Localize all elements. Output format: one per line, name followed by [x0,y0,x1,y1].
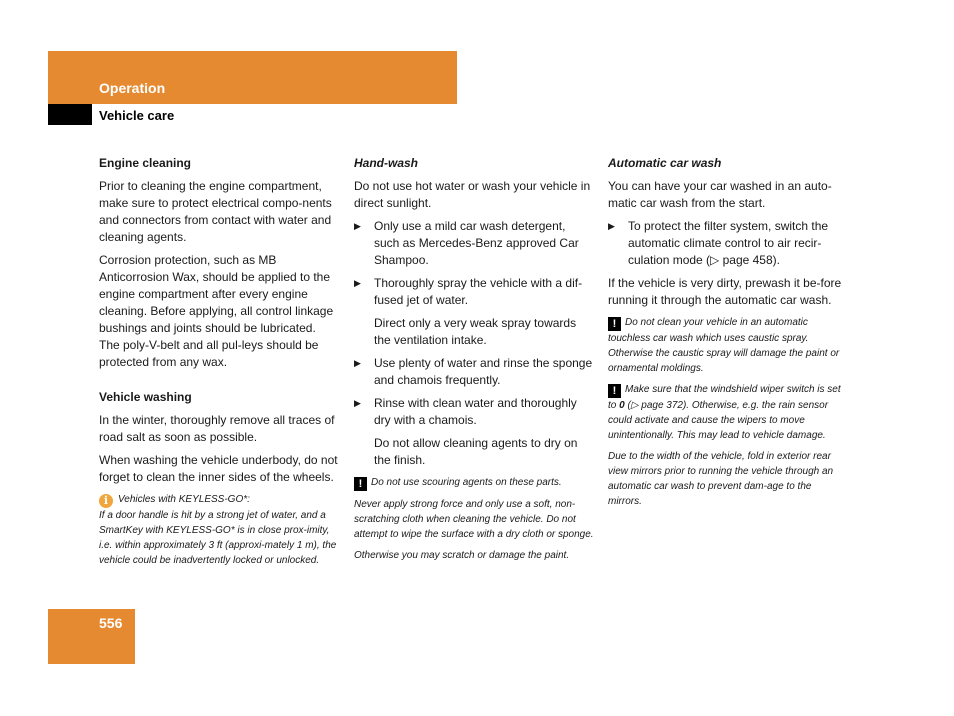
paragraph: Do not use hot water or wash your vehicle in direct sunlight. [354,179,591,210]
warning-note: ! Do not clean your vehicle in an automatic touchless car wash which uses caustic spray. Otherwise the caustic spray will damage the paint or ornamental moldings. [608,317,840,374]
bullet-arrow-icon: ▶ [354,398,361,408]
header-bar [48,51,457,104]
paragraph: You can have your car washed in an auto-matic car wash from the start. [608,179,832,210]
heading-automatic-car-wash: Automatic car wash [608,156,722,170]
paragraph: In the winter, thoroughly remove all traces of road salt as soon as possible. [99,413,335,444]
list-item: ▶ Only use a mild car wash detergent, such as Mercedes-Benz approved Car Shampoo. [354,219,579,267]
warning-icon: ! [608,384,621,398]
bullet-arrow-icon: ▶ [608,221,615,231]
info-icon: i [99,494,113,508]
warning-icon: ! [354,477,367,491]
bullet-arrow-icon: ▶ [354,278,361,288]
heading-engine-cleaning: Engine cleaning [99,156,192,170]
list-item: ▶ Rinse with clean water and thoroughly dry with a chamois. [354,396,577,427]
info-note-title: Vehicles with KEYLESS-GO*: [118,494,250,505]
indented-text: Do not allow cleaning agents to dry on the finish. [374,436,578,467]
section-title: Operation [99,80,166,96]
note-text: Otherwise you may scratch or damage the paint. [354,550,570,561]
info-note [99,492,339,568]
bullet-arrow-icon: ▶ [354,358,361,368]
indented-text: Direct only a very weak spray towards the ventilation intake. [374,316,577,347]
heading-vehicle-washing: Vehicle washing [99,390,192,404]
paragraph: Corrosion protection, such as MB Anticorrosion Wax, should be applied to the engine compartment after every engine cleaning. Before applying, all control linkage bushings and joints should be lubricated. The poly-V-belt and all pul-leys should be protected from any wax. [99,253,334,369]
list-item: ▶ Use plenty of water and rinse the sponge and chamois frequently. [354,356,593,387]
note-text: Due to the width of the vehicle, fold in exterior rear view mirrors prior to running the vehicle through an automatic car wash to prevent dam-age to the mirrors. [608,451,834,507]
warning-icon: ! [608,317,621,331]
warning-note: ! Make sure that the windshield wiper switch is set to 0 (▷ page 372). Otherwise, e.g. the rain sensor could activate and cause the wipers to move unintentionally. This may lead to vehicle damage. [608,384,841,441]
warning-note: ! Do not use scouring agents on these parts. [354,475,594,491]
list-item: ▶ Thoroughly spray the vehicle with a dif-fused jet of water. [354,276,583,307]
paragraph: Prior to cleaning the engine compartment, make sure to protect electrical compo-nents and connectors from contact with water and cleaning agents. [99,179,332,244]
column-1 [99,155,339,574]
note-text: Never apply strong force and only use a soft, non-scratching cloth when cleaning the vehicle. Do not attempt to wipe the surface with a dry cloth or sponge. [354,499,594,540]
subsection-title: Vehicle care [99,108,175,123]
bullet-arrow-icon: ▶ [354,221,361,231]
paragraph: If the vehicle is very dirty, prewash it be-fore running it through the automatic car wash. [608,276,842,307]
list-item: ▶ To protect the filter system, switch the automatic climate control to air recir-culation mode (▷ page 458). [608,219,829,267]
paragraph: When washing the vehicle underbody, do not forget to clean the inner sides of the wheels. [99,453,338,484]
page-number: 556 [99,615,123,631]
header-black-tab [48,104,92,125]
column-2 [354,155,594,569]
column-3 [608,155,848,515]
info-note-text: If a door handle is hit by a strong jet of water, and a SmartKey with KEYLESS-GO* is in close prox-imity, i.e. within approximately 3 ft (approxi-mately 1 m), the vehicle could be inadvertently locked or unlocked. [99,510,337,566]
heading-hand-wash: Hand-wash [354,156,419,170]
